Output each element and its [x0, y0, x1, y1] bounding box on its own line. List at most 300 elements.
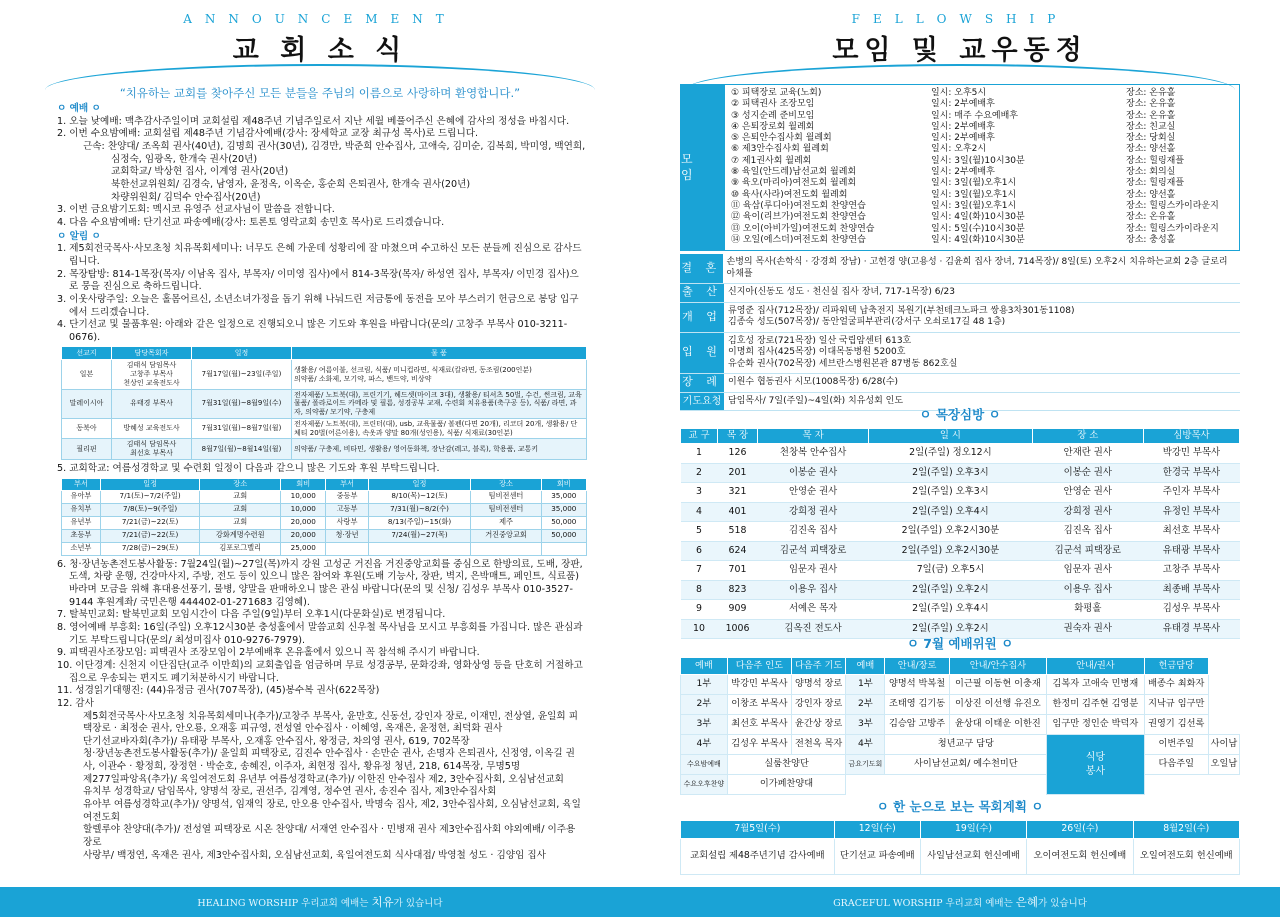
mission-cell: 김태식 담임목사 최선호 부목사	[112, 439, 192, 460]
mission-cell: 전자제품/ 노트북(대), 프린기기, 헤드셋(마이크 3대), 생활용/ 티셔츠 50벌, 수건, 썬크림, 교육물품/ 폴라로이드 카메라 및 필름, 성경공부 교재, 수련회 치유용품(축구공 등), 식품/ 라면, 과자, 의약품/ 모기약, 구충제	[292, 389, 587, 418]
visit-cell: 321	[718, 483, 758, 503]
meeting-row	[731, 88, 1237, 99]
school-cell: 50,000	[541, 516, 586, 529]
meeting-row	[731, 235, 1237, 246]
wc-cell: 배종수 최화자	[1144, 675, 1208, 695]
wc-cell: 4부	[846, 735, 885, 755]
meeting-row	[731, 99, 1237, 110]
visit-cell: 9	[681, 600, 718, 620]
wc-cell: 3부	[846, 715, 885, 735]
visit-cell: 6	[681, 541, 718, 561]
meeting-place: 장소: 온유홀	[1126, 88, 1176, 98]
meetings-list	[731, 88, 1237, 246]
school-row	[62, 503, 587, 516]
wc-header: 다음주 인도	[727, 658, 791, 675]
mission-cell: 필리핀	[62, 439, 112, 460]
wc-header: 안내/장로	[885, 658, 949, 675]
visit-cell: 909	[718, 600, 758, 620]
visit-header: 장 소	[1032, 429, 1143, 444]
meeting-place: 장소: 온유홀	[1126, 212, 1176, 223]
school-cell: 팀비전센터	[471, 490, 541, 503]
meeting-name: ⑬ 오이(아비가일)여전도회 찬양연습	[731, 223, 875, 234]
visit-cell: 강희정 권사	[757, 502, 868, 522]
wc-row	[681, 755, 1240, 775]
visit-cell: 2일(주일) 오후2시30분	[869, 541, 1032, 561]
school-cell: 50,000	[541, 529, 586, 542]
meeting-time: 일시: 2부예배후	[931, 167, 995, 178]
visit-cell: 박강민 부목사	[1143, 444, 1239, 464]
visit-cell: 강희정 권사	[1032, 502, 1143, 522]
visit-row	[681, 522, 1240, 542]
wc-cell: 4부	[681, 735, 728, 755]
visit-cell: 2일(주일) 오후2시	[869, 580, 1032, 600]
thanks-item: 제5회전국목사·사모초청 치유목회세미나(추가)/고창주 부목사, 윤만호, 신동선, 강인자 장로, 이재민, 전상열, 윤일희 피택장로 · 최정순 권사, 안오룡, 오재홍 피규영, 전성열 안수집사 · 이혜영, 옥재은, 윤정현, 최덕화 권사	[83, 710, 578, 735]
news-value: 담임목사/ 7일(주일)~4일(화) 치유성회 인도	[728, 395, 904, 406]
visit-cell: 최선호 부목사	[1143, 522, 1239, 542]
wc-cell: 3부	[681, 715, 728, 735]
school-cell: 20,000	[281, 529, 326, 542]
school-cell: 사랑부	[326, 516, 368, 529]
wc-cell: 최선호 부목사	[727, 715, 791, 735]
wc-cell: 이가페찬양대	[727, 775, 846, 795]
visit-cell: 401	[718, 502, 758, 522]
school-cell: 소년부	[62, 542, 101, 555]
school-cell: 10,000	[281, 503, 326, 516]
news-item-10: 10. 이단경계: 신천지 이단집단(교주 이만희)의 교회출입을 엄금하며 무료 성경공부, 문화강좌, 영화상영 등을 단호히 거절하고 집으로 우송되는 편지도 폐기처분하시기 바랍니다.	[57, 659, 583, 684]
wc-cell: 강인자 장로	[792, 695, 846, 715]
news-item-9: 9. 피택권사조장모임: 피택권사 조장모임이 2부예배후 온유홀에서 있으니 꼭 참석해 주시기 바랍니다.	[57, 647, 480, 659]
meeting-row	[731, 133, 1237, 144]
school-header: 부서	[62, 478, 101, 490]
news-label: 입 원	[680, 333, 724, 374]
school-cell: 김포로그벨리	[200, 542, 281, 555]
visit-cell: 7	[681, 561, 718, 581]
plan-table	[680, 820, 1240, 875]
meeting-name: ① 피택장로 교육(노회)	[731, 88, 822, 98]
school-row	[62, 529, 587, 542]
school-cell: 35,000	[541, 490, 586, 503]
meeting-place: 장소: 온유홀	[1126, 99, 1176, 110]
wc-cell: 김복자 고애숙 민병재	[1047, 675, 1144, 695]
visit-title: ㅇ 목장심방 ㅇ	[919, 407, 1001, 422]
meeting-place: 장소: 힐링스카이라운지	[1126, 200, 1219, 211]
plan-header: 26일(수)	[1027, 821, 1133, 839]
school-cell: 8/13(주일)~15(화)	[368, 516, 471, 529]
visit-header: 일 시	[869, 429, 1032, 444]
news-value: 신지아(신동도 성도 · 천신실 집사 장녀, 717-1목장) 6/23	[728, 287, 955, 297]
meeting-place: 장소: 양선홀	[1126, 189, 1176, 200]
visit-cell: 이봉순 권사	[757, 463, 868, 483]
wc-cell	[846, 775, 1209, 795]
meeting-place: 장소: 힐링재플	[1126, 155, 1185, 166]
visit-cell: 최종배 부목사	[1143, 580, 1239, 600]
visit-cell: 임문자 권사	[1032, 561, 1143, 581]
wc-row	[681, 675, 1240, 695]
visit-cell: 201	[718, 463, 758, 483]
mission-cell: 7월31일(월)~8월9일(수)	[192, 389, 292, 418]
mission-row	[62, 389, 587, 418]
meal-service-cell: 이번주일	[1144, 735, 1208, 755]
news-row	[680, 303, 1240, 333]
worship-committee-table	[680, 657, 1240, 795]
visit-cell: 624	[718, 541, 758, 561]
news-label: 기도요청	[680, 393, 724, 411]
visit-cell: 주인자 부목사	[1143, 483, 1239, 503]
news-item-1: 1. 제5회전국목사·사모초청 치유목회세미나: 너무도 은혜 가운데 성황리에 잘 마쳤으며 수고하신 모든 분들께 진심으로 감사드립니다.	[57, 243, 582, 267]
worship-committee-title: ㅇ 7월 예배위원 ㅇ	[906, 636, 1014, 651]
wc-cell: 실룸찬양단	[727, 755, 846, 775]
news-item-5: 5. 교회학교: 여름성경학교 및 수련회 일정이 다음과 같으니 많은 기도와 후원 부탁드립니다.	[57, 462, 440, 474]
news-item-7: 7. 탈북민교회: 탈북민교회 모임시간이 다음 주일(9일)부터 오후1시(다문화실)로 변경됩니다.	[57, 609, 446, 621]
school-cell: 중등부	[326, 490, 368, 503]
meeting-row	[731, 201, 1237, 212]
mission-cell: 7월31일(월)~8월7일(월)	[192, 418, 292, 439]
visit-cell: 이봉순 권사	[1032, 463, 1143, 483]
visit-cell: 안영순 권사	[1032, 483, 1143, 503]
member-news	[680, 254, 1240, 411]
visit-row	[681, 502, 1240, 522]
school-cell: 강화계명수련원	[200, 529, 281, 542]
wc-cell: 권영기 김선록	[1144, 715, 1208, 735]
worship-item-2e: 차량위원회/ 김덕수 안수집사(20년)	[111, 191, 261, 203]
meeting-place: 장소: 힐링재플	[1126, 178, 1185, 189]
meeting-time: 일시: 오후5시	[931, 88, 987, 98]
plan-cell: 교회설립 제48주년기념 감사예배	[681, 839, 835, 875]
meeting-row	[731, 144, 1237, 155]
plan-header: 12일(수)	[834, 821, 920, 839]
announcement-eng-title: ANNOUNCEMENT	[183, 12, 457, 26]
wc-cell: 조태영 김기동	[885, 695, 949, 715]
worship-item-3: 3. 이번 금요밤기도회: 멕시코 유영주 선교사님이 말씀을 전합니다.	[57, 204, 335, 216]
visit-cell: 서예은 목자	[757, 600, 868, 620]
news-label: 출 산	[680, 284, 724, 302]
visit-header: 목 자	[757, 429, 868, 444]
mission-cell: 동북아	[62, 418, 112, 439]
worship-item-4: 4. 다음 수요밤예배: 단기선교 파송예배(강사: 토론토 영락교회 송민호 목사)로 드리겠습니다.	[57, 216, 445, 228]
thanks-item: 유치부 성경학교/ 담임목사, 양명석 장로, 권선주, 김계영, 정수연 권사, 송진수 집사, 제3안수집사회	[83, 786, 497, 798]
mission-cell: 일본	[62, 360, 112, 389]
visit-cell: 유태경 부목사	[1143, 619, 1239, 639]
school-header: 회비	[541, 478, 586, 490]
visit-header: 심방목사	[1143, 429, 1239, 444]
plan-header: 19일(수)	[920, 821, 1026, 839]
wc-cell: 양명석 장로	[792, 675, 846, 695]
news-row	[680, 254, 1240, 284]
school-cell: 교회	[200, 503, 281, 516]
meeting-name: ② 피택권사 조장모임	[731, 99, 815, 110]
school-cell: 7/8(토)~9(주일)	[100, 503, 200, 516]
meeting-time: 일시: 2부예배후	[931, 99, 995, 110]
visit-cell: 2일(주일) 오후3시	[869, 483, 1032, 503]
school-cell: 7/31(월)~8/2(수)	[368, 503, 471, 516]
thanks-item: 유아부 여름성경학교(추가)/ 양명석, 임재익 장로, 안오용 안수집사, 박명숙 집사, 제2, 3안수집사회, 오심남선교회, 육일여전도회	[83, 799, 581, 823]
wc-header: 예배	[846, 658, 885, 675]
visit-cell: 4	[681, 502, 718, 522]
school-table	[61, 478, 587, 556]
mission-cell: 의약품/ 구충제, 비타민, 생활용/ 영어동화책, 장난감(레고, 블록), 학용품, 교통키	[292, 439, 587, 460]
wc-cell: 1부	[846, 675, 885, 695]
worship-item-1: 1. 오늘 낮예배: 맥추감사주일이며 교회설립 제48주년 기념주일로서 지난 세월 베풀어주신 은혜에 감사의 정성을 바칩시다.	[57, 115, 570, 127]
worship-item-2: 2. 이번 수요밤예배: 교회설립 제48주년 기념감사예배(강사: 장세학교 교장 최규성 목사)로 드립니다.	[57, 128, 479, 140]
visit-row	[681, 483, 1240, 503]
plan-header: 8월2일(수)	[1133, 821, 1239, 839]
visit-cell: 고창주 부목사	[1143, 561, 1239, 581]
mission-cell: 유태경 부목사	[112, 389, 192, 418]
news-value: 손병의 목사(손학식 · 강경희 장남) · 고헌경 양(고용성 · 김윤희 집사 장녀, 714목장)/ 8일(토) 오후2시 치유하는교회 2층 글로리아채플	[726, 257, 1228, 279]
plan-title: ㅇ 한 눈으로 보는 목회계획 ㅇ	[876, 799, 1044, 814]
visit-cell: 1	[681, 444, 718, 464]
school-cell: 팀비전센터	[471, 503, 541, 516]
meeting-place: 장소: 온유홀	[1126, 110, 1176, 121]
page-title: 모임 및 교우동정	[832, 35, 1088, 66]
wc-cell: 양명석 박복철	[885, 675, 949, 695]
meeting-row	[731, 122, 1237, 133]
visit-cell: 김군석 피택장로	[1032, 541, 1143, 561]
school-cell: 교회	[200, 490, 281, 503]
meeting-name: ⑫ 육이(리브가)여전도회 찬양연습	[731, 212, 866, 223]
school-cell: 유치부	[62, 503, 101, 516]
thanks-item: 사랑부/ 백정연, 옥재은 권사, 제3안수집사회, 오심남선교회, 육일여전도회 식사대접/ 박영철 성도 · 김양임 집사	[83, 849, 546, 861]
visit-cell: 2	[681, 463, 718, 483]
visit-cell: 126	[718, 444, 758, 464]
worship-item-2d: 북한선교위원회/ 김경숙, 남영자, 윤정옥, 이옥순, 홍순희 은퇴권사, 한개숙 권사(20년)	[111, 178, 471, 190]
wc-cell: 2부	[681, 695, 728, 715]
news-item-6: 6. 청·장년농촌전도봉사활동: 7월24일(월)~27일(목)까지 강원 고성군 거진읍 거진중앙교회를 중심으로 한방의료, 도배, 장판, 도색, 차량 운행, 건강마사지, 주방, 전도 등이 있으니 많은 참여와 후원(도배 기능사, 장판, 벽지, 은박매트, 페인트, 식료품)바라며 모금을 위해 휴대용선풍기, 물병, 양말을 판매하오니 많은 관심 바랍니다(문의 및 신청/ 김성우 부목사 010-3527-9144 후원계좌/ 국민은행 444402-01-271683 김영혜).	[57, 558, 583, 608]
school-header: 일정	[368, 478, 471, 490]
school-cell	[471, 542, 541, 555]
meeting-row	[731, 212, 1237, 223]
mission-header: 담당목회자	[112, 347, 192, 360]
meeting-name: ④ 은퇴장로회 월례회	[731, 121, 815, 132]
news-section-heading: ㅇ 알림 ㅇ	[57, 230, 101, 242]
meeting-row	[731, 156, 1237, 167]
mission-cell: 생활용/ 여름이불, 선크림, 식품/ 미니컵라면, 식재료(칼라면, 동조림(200인분) 의약품/ 소화제, 모기약, 파스, 밴드약, 비상약	[292, 360, 587, 389]
visit-cell: 701	[718, 561, 758, 581]
visit-cell: 2일(주일) 오후4시	[869, 502, 1032, 522]
wc-cell: 김승암 고방주	[885, 715, 949, 735]
meeting-time: 일시: 2부예배후	[931, 121, 995, 132]
meeting-row	[731, 190, 1237, 201]
meeting-time: 일시: 4일(화)10시30분	[931, 212, 1025, 223]
news-item-11: 11. 성경읽기대행진: (44)유정금 권사(707목장), (45)봉수복 권사(622목장)	[57, 685, 380, 697]
visit-row	[681, 541, 1240, 561]
plan-cell: 사일남선교회 헌신예배	[920, 839, 1026, 875]
news-label: 장 례	[680, 374, 724, 392]
meetings-box	[680, 84, 1240, 251]
school-cell	[541, 542, 586, 555]
wc-cell: 지낙규 임구만	[1144, 695, 1208, 715]
news-label: 개 업	[680, 303, 724, 332]
school-cell: 8/10(목)~12(토)	[368, 490, 471, 503]
meeting-name: ⑤ 은퇴안수집사회 월례회	[731, 133, 832, 144]
school-cell: 10,000	[281, 490, 326, 503]
news-label: 결 혼	[680, 254, 723, 283]
school-cell: 7/28(금)~29(토)	[100, 542, 200, 555]
school-header: 회비	[281, 478, 326, 490]
meeting-place: 장소: 회의실	[1126, 167, 1176, 178]
school-cell	[368, 542, 471, 555]
worship-item-2c: 교회학교/ 박상현 집사, 이계영 권사(20년)	[111, 166, 289, 178]
news-row	[680, 284, 1240, 303]
meeting-time: 일시: 매주 수요예배후	[931, 110, 1019, 121]
school-header: 부서	[326, 478, 368, 490]
mission-cell: 7월17일(월)~23일(주일)	[192, 360, 292, 389]
footer-text: GRACEFUL WORSHIP 우리교회 예배는	[833, 898, 1013, 909]
news-row	[680, 374, 1240, 393]
visit-cell: 이용우 집사	[757, 580, 868, 600]
meeting-row	[731, 111, 1237, 122]
wc-cell: 한정미 김주현 김영분	[1047, 695, 1144, 715]
visit-cell: 2일(주일) 오후3시	[869, 463, 1032, 483]
visit-header: 교 구	[681, 429, 718, 444]
mission-cell: 8월7일(월)~8월14일(월)	[192, 439, 292, 460]
footer-highlight: 은혜	[1015, 895, 1038, 909]
welcome-message: “치유하는 교회를 찾아주신 모든 분들을 주님의 이름으로 사랑하며 환영합니다.”	[119, 86, 521, 100]
visit-cell: 안영순 권사	[757, 483, 868, 503]
meeting-place: 장소: 당회실	[1126, 133, 1176, 144]
meeting-name: ⑭ 오일(에스더)여전도회 찬양연습	[731, 234, 866, 245]
news-row	[680, 333, 1240, 375]
visit-cell: 화평홀	[1032, 600, 1143, 620]
mission-cell: 방혜성 교육전도사	[112, 418, 192, 439]
meeting-name: ⑧ 육일(안드레)남선교회 월례회	[731, 167, 857, 178]
news-value: 김호성 장로(721목장) 일산 국립암센터 613호 이명희 집사(425목장) 이대목동병원 5200호 유순화 권사(702목장) 세브란스병원본관 87병동 862호실	[728, 335, 958, 369]
meeting-time: 일시: 오후2시	[931, 144, 987, 155]
visit-header: 목 장	[718, 429, 758, 444]
wc-row	[681, 695, 1240, 715]
news-item-2: 2. 목장탐방: 814-1목장(목자/ 이남옥 집사, 부목자/ 이미영 집사)에서 814-3목장(목자/ 하성연 집사, 부목자/ 이민경 집사)으로 뭉을 진심으로 축하드립니다.	[57, 268, 579, 293]
mission-header: 일정	[192, 347, 292, 360]
meeting-time: 일시: 3일(월)오후1시	[931, 178, 1017, 189]
wc-cell: 청년교구 담당	[885, 735, 1047, 755]
wc-cell: 이근필 이동현 이충재	[949, 675, 1046, 695]
fellowship-eng-title: FELLOWSHIP	[851, 12, 1069, 26]
mission-cell: 말레이시아	[62, 389, 112, 418]
visit-cell: 1006	[718, 619, 758, 639]
visit-cell: 7일(금) 오후5시	[869, 561, 1032, 581]
visit-cell: 안재란 권사	[1032, 444, 1143, 464]
meeting-time: 일시: 3일(월)오후1시	[931, 189, 1017, 200]
mission-header: 선교지	[62, 347, 112, 360]
news-value: 이원수 협동권사 시모(1008목장) 6/28(수)	[728, 377, 899, 387]
news-item-12: 12. 감사	[57, 697, 94, 709]
footer-text: HEALING WORSHIP 우리교회 예배는	[197, 898, 369, 909]
footer-text-end: 가 있습니다	[393, 898, 443, 909]
wc-cell: 윤상대 이태운 이한진	[949, 715, 1046, 735]
wc-cell: 사이남선교회/ 예수천미단	[885, 755, 1047, 775]
wc-header: 안내/안수집사	[949, 658, 1046, 675]
visit-cell: 천창복 안수집사	[757, 444, 868, 464]
visit-cell: 2일(주일) 오후2시	[869, 619, 1032, 639]
visit-cell: 2일(주일) 오후4시	[869, 600, 1032, 620]
mission-table	[61, 346, 587, 460]
plan-cell: 단기선교 파송예배	[834, 839, 920, 875]
school-header: 일정	[100, 478, 200, 490]
school-cell: 25,000	[281, 542, 326, 555]
visit-cell: 김성우 부목사	[1143, 600, 1239, 620]
visit-cell: 김옥진 전도사	[757, 619, 868, 639]
school-header: 장소	[471, 478, 541, 490]
wc-cell: 전천옥 목자	[792, 735, 846, 755]
school-row	[62, 542, 587, 555]
meeting-place: 장소: 충성홀	[1126, 234, 1176, 245]
meeting-name: ⑩ 육사(사라)여전도회 월례회	[731, 189, 848, 200]
plan-cell: 오일여전도회 헌신예배	[1133, 839, 1239, 875]
wc-row	[681, 715, 1240, 735]
footer-highlight: 치유	[371, 895, 394, 909]
mission-cell: 전자제품/ 노트북(대), 프린터(대), usb, 교육물품/ 볼펜(다면 20개), 리코더 20개, 생활용/ 단체티 20벌(어른이용), 속옷과 양말 80개(성인용), 식품/ 식재료(30인분)	[292, 418, 587, 439]
visit-table	[680, 428, 1240, 639]
visit-row	[681, 463, 1240, 483]
wc-cell: 김성우 부목사	[727, 735, 791, 755]
school-cell: 거진중앙교회	[471, 529, 541, 542]
visit-row	[681, 561, 1240, 581]
school-cell: 7/21(금)~22(토)	[100, 516, 200, 529]
news-item-8: 8. 영어예배 부흥회: 16일(주일) 오후12시30분 충성홀에서 말씀교회 신우철 목사님을 모시고 부흥회를 가집니다. 많은 관심과 기도 부탁드립니다(문의/ 최성미집사 010-9276-7979).	[57, 621, 583, 646]
mission-header: 물 품	[292, 347, 587, 360]
mission-cell: 김태식 담임목사 고창주 부목사 천상인 교육전도사	[112, 360, 192, 389]
school-cell: 제주	[471, 516, 541, 529]
school-cell: 7/1(토)~7/2(주일)	[100, 490, 200, 503]
school-row	[62, 490, 587, 503]
visit-cell: 김군석 피택장로	[757, 541, 868, 561]
wc-header: 다음주 기도	[792, 658, 846, 675]
school-cell: 청·장년	[326, 529, 368, 542]
announcement-body	[57, 102, 587, 862]
thanks-item: 제277일파앙육(추가)/ 육일여전도회 유년부 여름성경학교(추가)/ 이한진 안수집사 제2, 3안수집사회, 오심남선교회	[83, 773, 564, 785]
meeting-time: 일시: 3일(월)10시30분	[931, 155, 1025, 166]
school-cell	[326, 542, 368, 555]
wc-header: 안내/권사	[1047, 658, 1144, 675]
meetings-label: 모 임	[681, 85, 725, 250]
meeting-place: 장소: 힐링스카이라운지	[1126, 223, 1219, 234]
meeting-row	[731, 224, 1237, 235]
visit-cell: 이용우 집사	[1032, 580, 1143, 600]
school-cell: 20,000	[281, 516, 326, 529]
wc-cell: 수요밤예배	[681, 755, 728, 775]
visit-cell: 2일(주일) 오후2시30분	[869, 522, 1032, 542]
wc-cell: 윤간상 장로	[792, 715, 846, 735]
wc-cell: 1부	[681, 675, 728, 695]
footer-bar	[0, 887, 640, 917]
footer-text-end: 가 있습니다	[1038, 898, 1087, 909]
meeting-place: 장소: 친교실	[1126, 121, 1176, 132]
wc-row	[681, 735, 1240, 755]
wc-header: 예배	[681, 658, 728, 675]
visit-row	[681, 444, 1240, 464]
thanks-item: 청·장년농촌전도봉사활동(추가)/ 윤일희 피택장로, 김진수 안수집사 · 손만순 권사, 손명자 은퇴권사, 신정영, 이옥길 권사, 이관수 · 황정희, 장정현 · 박순호, 송혜진, 이주자, 최현정 집사, 황유정 청년, 218, 614목장, 무명5명	[83, 748, 575, 773]
mission-row	[62, 439, 587, 460]
meeting-name: ⑪ 육삼(루디아)여전도회 찬양연습	[731, 200, 866, 211]
visit-cell: 5	[681, 522, 718, 542]
worship-item-2b: 심정숙, 임광옥, 한개숙 권사(20년)	[111, 153, 258, 165]
meeting-row	[731, 178, 1237, 189]
visit-cell: 3	[681, 483, 718, 503]
visit-row	[681, 600, 1240, 620]
wc-cell: 2부	[846, 695, 885, 715]
visit-cell: 김진옥 집사	[1032, 522, 1143, 542]
plan-header: 7월5일(수)	[681, 821, 835, 839]
meal-service-cell: 다음주일	[1144, 755, 1208, 775]
visit-row	[681, 580, 1240, 600]
meeting-time: 일시: 2부예배후	[931, 133, 995, 144]
school-cell: 초등부	[62, 529, 101, 542]
meeting-place: 장소: 양선홀	[1126, 144, 1176, 155]
school-cell: 7/24(월)~27(목)	[368, 529, 471, 542]
fellowship-page	[640, 0, 1280, 917]
meeting-time: 일시: 4일(화)10시30분	[931, 234, 1025, 245]
thanks-item: 할렐루야 찬양대(추가)/ 전성열 피택장로 시온 찬양대/ 서재연 안수집사 · 민병재 권사 제3안수집사회 야외예배/ 이주용 장로	[83, 824, 576, 849]
